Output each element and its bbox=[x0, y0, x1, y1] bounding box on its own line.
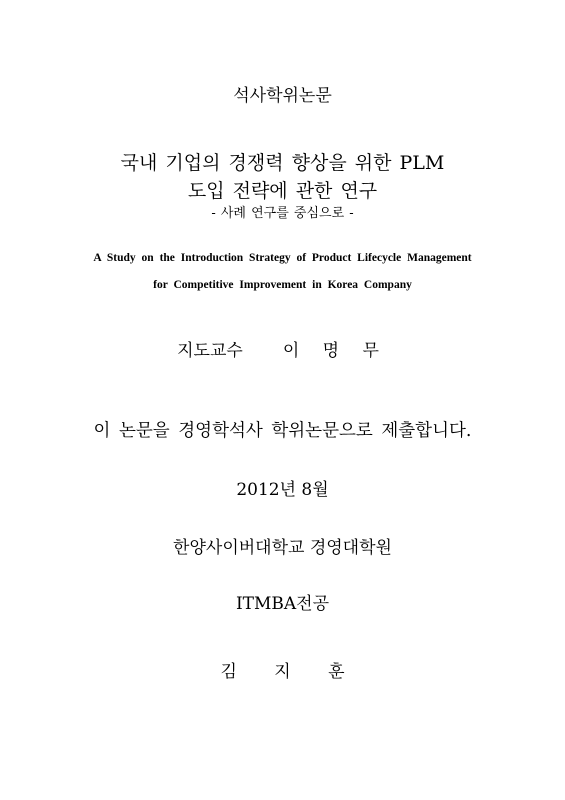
advisor-label: 지도교수 bbox=[177, 341, 243, 361]
institution-name: 한양사이버대학교 경영대학원 bbox=[173, 538, 392, 558]
korean-title-line-1: 국내 기업의 경쟁력 향상을 위한 PLM bbox=[120, 152, 445, 174]
major-name: ITMBA전공 bbox=[235, 594, 330, 614]
advisor-name: 이 명 무 bbox=[282, 341, 388, 361]
degree-label: 석사학위논문 bbox=[233, 86, 332, 106]
english-title-line-2: for Competitive Improvement in Korea Company bbox=[153, 279, 412, 291]
author-name: 김 지 훈 bbox=[220, 662, 361, 682]
submission-date: 2012년 8월 bbox=[236, 480, 329, 500]
submission-statement: 이 논문을 경영학석사 학위논문으로 제출합니다. bbox=[93, 421, 472, 441]
english-title-line-1: A Study on the Introduction Strategy of Product Lifecycle Management bbox=[93, 252, 472, 264]
advisor-block bbox=[0, 341, 565, 361]
korean-title-line-2: 도입 전략에 관한 연구 bbox=[187, 180, 378, 202]
korean-subtitle: - 사례 연구를 중심으로 - bbox=[211, 206, 354, 221]
